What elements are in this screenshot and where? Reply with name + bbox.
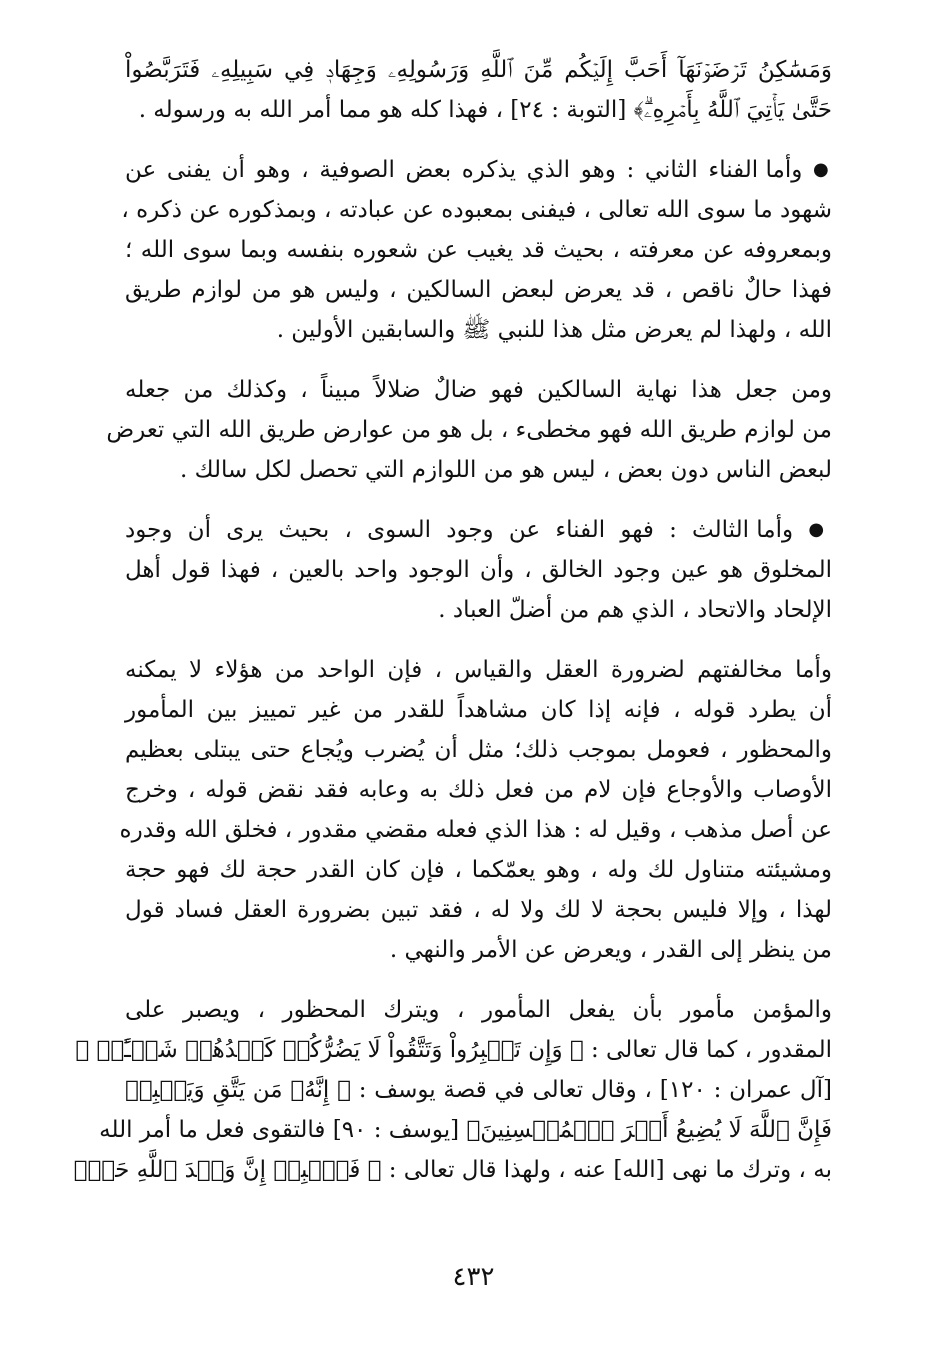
text-line: الأوصاب والأوجاع فإن لام من فعل ذلك به وعابه فقد نقض قوله ، وخرج: [125, 777, 832, 803]
text-line: من ينظر إلى القدر ، ويعرض عن الأمر والنهي .: [389, 937, 832, 963]
text-line: والمؤمن مأمور بأن يفعل المأمور ، ويترك المحظور ، ويصبر على: [125, 997, 832, 1023]
text-line: وبمعروفه عن معرفته ، بحيث قد يغيب عن شعوره بنفسه وبما سوى الله ؛: [125, 237, 832, 263]
text-line: من لوازم طريق الله فهو مخطىء ، بل هو من عوارض طريق الله التي تعرض: [106, 417, 832, 443]
text-line: لهذا ، وإلا فليس بحجة لا لك ولا له ، فقد تبين بضرورة العقل فساد قول: [125, 897, 832, 923]
bullet-icon: ●: [808, 519, 832, 540]
text-line: المقدور ، كما قال تعالى : ﴿ وَإِن تَصۡبِرُواْ وَتَتَّقُواْ لَا يَضُرُّكُمۡ كَيۡدُهُمۡ شَيۡـًٔاۗ ﴾: [75, 1037, 832, 1063]
text-line: وأما مخالفتهم لضرورة العقل والقياس ، فإن الواحد من هؤلاء لا يمكنه: [125, 657, 832, 683]
text-line: عن أصل مذهب ، وقيل له : هذا الذي فعله مقضي مقدور ، فخلق الله وقدره: [119, 817, 832, 843]
text-line: الله ، ولهذا لم يعرض مثل هذا للنبي ﷺ والسابقين الأولين .: [276, 317, 832, 343]
text-line: ومشيئته متناول لك وله ، وهو يعمّكما ، فإن كان القدر حجة لك فهو حجة: [125, 857, 832, 883]
text-line: فهذا حالٌ ناقص ، قد يعرض لبعض السالكين ، وليس هو من لوازم طريق: [125, 277, 832, 303]
paragraph-second-fana: [121, 150, 832, 350]
paragraph-reason-and-analogy: [119, 650, 832, 970]
text-line: والمحظور ، فعومل بموجب ذلك؛ مثل أن يُضرب ويُجاع حتى يبتلى بعظيم: [125, 737, 832, 763]
paragraph-third-fana: [125, 510, 832, 630]
text-line: ● وأما الفناء الثاني : وهو الذي يذكره بعض الصوفية ، وهو أن يفنى عن: [125, 157, 832, 183]
bullet-icon: ●: [812, 159, 832, 180]
text-line: ومن جعل هذا نهاية السالكين فهو ضالٌ ضلالاً مبيناً ، وكذلك من جعله: [125, 377, 832, 403]
text-line: المخلوق هو عين وجود الخالق ، وأن الوجود واحد بالعين ، فهذا قول أهل: [125, 557, 832, 583]
text-line: [آل عمران : ١٢٠] ، وقال تعالى في قصة يوسف : ﴿ إِنَّهُۥ مَن يَتَّقِ وَيَصۡبِرۡ: [125, 1077, 832, 1103]
paragraph-quran-verse: [125, 50, 832, 130]
paragraph-end-of-seekers: [106, 370, 832, 490]
text-line: به ، وترك ما نهى [الله] عنه ، ولهذا قال تعالى : ﴿ فَٱصۡبِرۡ إِنَّ وَعۡدَ ٱللَّهِ حَقّٞ: [73, 1157, 832, 1183]
page-number: ٤٣٢: [452, 1262, 495, 1292]
text-line: الإلحاد والاتحاد ، الذي هم من أضلّ العباد .: [438, 597, 832, 623]
text-line: لبعض الناس دون بعض ، ليس هو من اللوازم التي تحصل لكل سالك .: [180, 457, 832, 483]
text-line: فَإِنَّ ٱللَّهَ لَا يُضِيعُ أَجۡرَ ٱلۡمُحۡسِنِينَ﴾ [يوسف : ٩٠] فالتقوى فعل ما أمر الله: [99, 1117, 832, 1143]
text-line: وَمَسَٰكِنُ تَرۡضَوۡنَهَآ أَحَبَّ إِلَيۡكُم مِّنَ ٱللَّهِ وَرَسُولِهِۦ وَجِهَادٖ فِي سَبِيلِهِۦ فَتَرَبَّصُواْ: [125, 57, 832, 83]
text-line: أن يطرد قوله ، فإنه إذا كان مشاهداً للقدر من غير تمييز بين المأمور: [125, 697, 832, 723]
text-line: حَتَّىٰ يَأۡتِيَ ٱللَّهُ بِأَمۡرِهِۦۗ﴾ [التوبة : ٢٤] ، فهذا كله هو مما أمر الله به ورسوله .: [138, 97, 832, 123]
text-line: ● وأما الثالث : فهو الفناء عن وجود السوى ، بحيث يرى أن وجود: [125, 517, 832, 543]
paragraph-believer: [73, 990, 832, 1190]
text-line: شهود ما سوى الله تعالى ، فيفنى بمعبوده عن عبادته ، وبمذكوره عن ذكره ،: [121, 197, 832, 223]
